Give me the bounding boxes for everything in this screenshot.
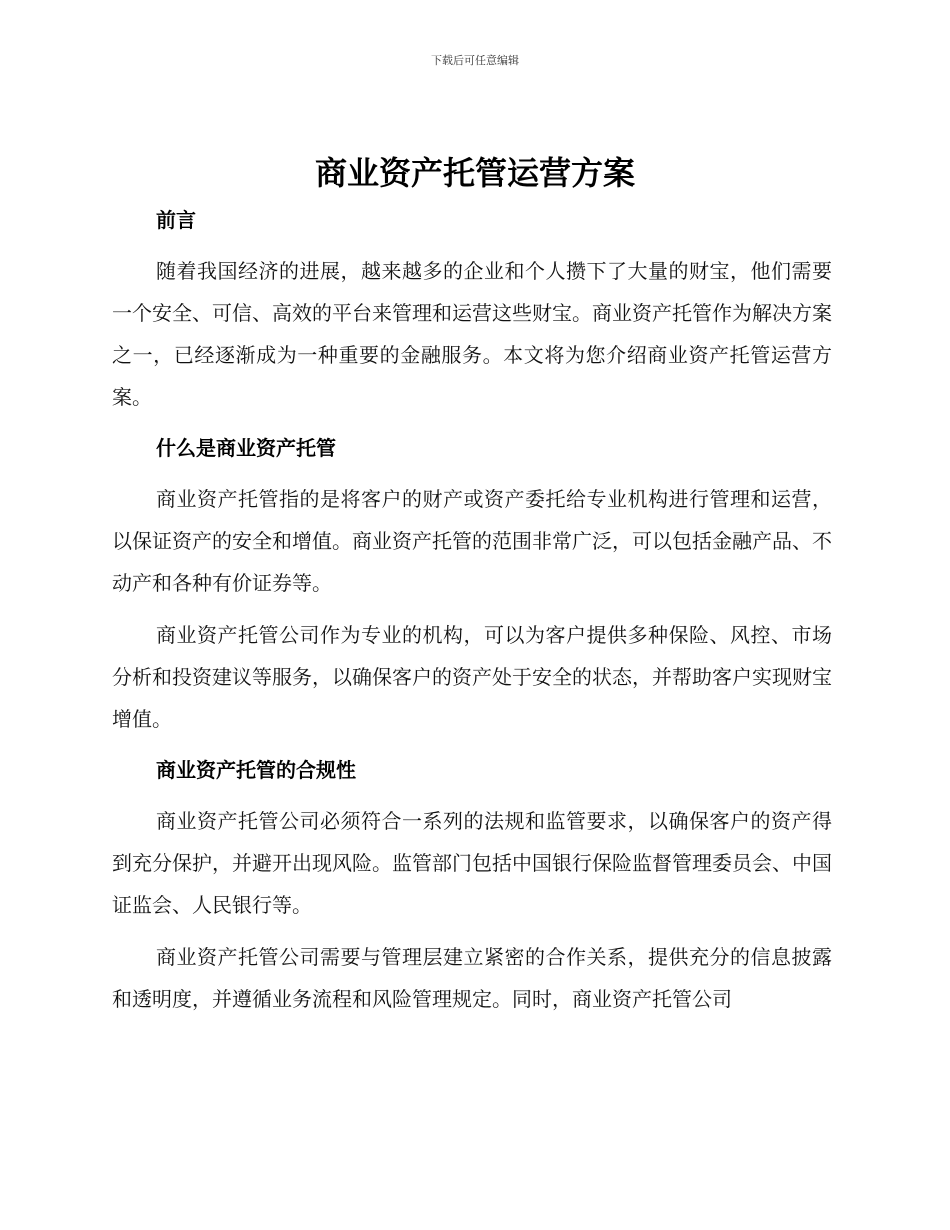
section-heading: 商业资产托管的合规性 <box>156 758 356 782</box>
section-preface <box>112 200 832 418</box>
paragraph: 随着我国经济的进展，越来越多的企业和个人攒下了大量的财宝，他们需要一个安全、可信、高效的平台来管理和运营这些财宝。商业资产托管作为解决方案之一，已经逐渐成为一种重要的金融服务。本文将为您介绍商业资产托管运营方案。 <box>112 259 832 409</box>
document-title: 商业资产托管运营方案 <box>314 154 635 192</box>
section-what-is-custody <box>112 428 832 740</box>
paragraph: 商业资产托管公司必须符合一系列的法规和监管要求，以确保客户的资产得到充分保护，并避开出现风险。监管部门包括中国银行保险监督管理委员会、中国证监会、人民银行等。 <box>112 809 832 917</box>
paragraph: 商业资产托管公司作为专业的机构，可以为客户提供多种保险、风控、市场分析和投资建议等服务，以确保客户的资产处于安全的状态，并帮助客户实现财宝增值。 <box>112 623 832 731</box>
paragraph: 商业资产托管指的是将客户的财产或资产委托给专业机构进行管理和运营，以保证资产的安全和增值。商业资产托管的范围非常广泛，可以包括金融产品、不动产和各种有价证券等。 <box>112 487 832 595</box>
paragraph: 商业资产托管公司需要与管理层建立紧密的合作关系，提供充分的信息披露和透明度，并遵循业务流程和风险管理规定。同时，商业资产托管公司 <box>112 945 832 1011</box>
section-heading: 什么是商业资产托管 <box>156 436 336 460</box>
header-note: 下载后可任意编辑 <box>431 54 519 67</box>
document-body <box>112 200 832 1030</box>
section-compliance <box>112 750 832 1020</box>
section-heading: 前言 <box>156 208 196 232</box>
